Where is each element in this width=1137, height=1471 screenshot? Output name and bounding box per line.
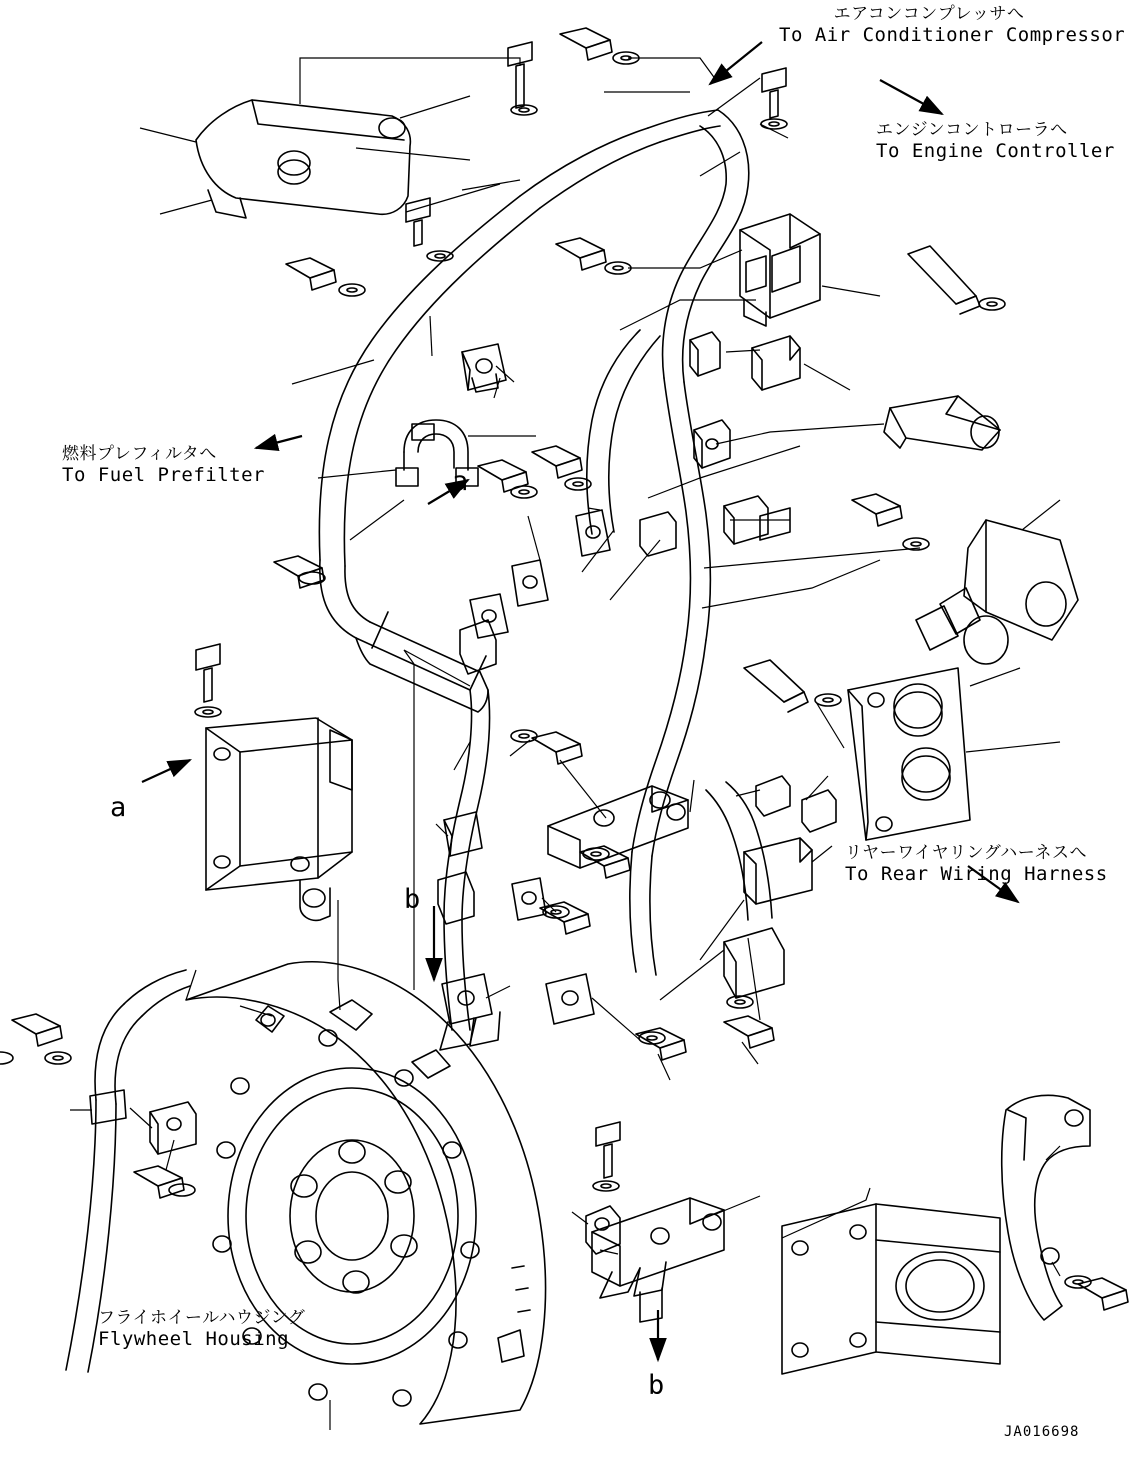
arrow-air-conditioner xyxy=(710,42,762,84)
callout-flywheel-housing xyxy=(98,1308,343,1350)
callout-en-text: To Air Conditioner Compressor xyxy=(779,24,1126,47)
callout-en-text: To Rear Wiring Harness xyxy=(845,863,1108,886)
callout-to-rear-wiring-harness xyxy=(845,843,1135,885)
arrow-engine-controller xyxy=(880,80,942,114)
callout-jp-text: フライホイールハウジング xyxy=(98,1308,306,1328)
callout-to-air-conditioner-compressor xyxy=(779,4,1126,47)
callout-to-fuel-prefilter xyxy=(62,444,307,486)
drawing-number: JA016698 xyxy=(1004,1424,1080,1440)
section-mark-b-upper: b xyxy=(404,884,421,915)
callout-jp-text: リヤーワイヤリングハーネスへ xyxy=(845,843,1087,863)
arrow-section-a-lower xyxy=(142,760,190,782)
callout-en-text: Flywheel Housing xyxy=(98,1328,290,1351)
callout-jp-text: エアコンコンプレッサへ xyxy=(833,4,1025,24)
callout-jp-text: 燃料プレフィルタへ xyxy=(62,444,217,464)
section-mark-b-lower: b xyxy=(648,1370,665,1401)
callout-en-text: To Engine Controller xyxy=(876,140,1115,163)
callout-to-engine-controller xyxy=(876,120,1131,162)
section-mark-a-lower: a xyxy=(110,792,127,823)
callout-en-text: To Fuel Prefilter xyxy=(62,464,265,487)
callout-jp-text: エンジンコントローラへ xyxy=(876,120,1068,140)
section-mark-a-upper: a xyxy=(452,466,469,497)
